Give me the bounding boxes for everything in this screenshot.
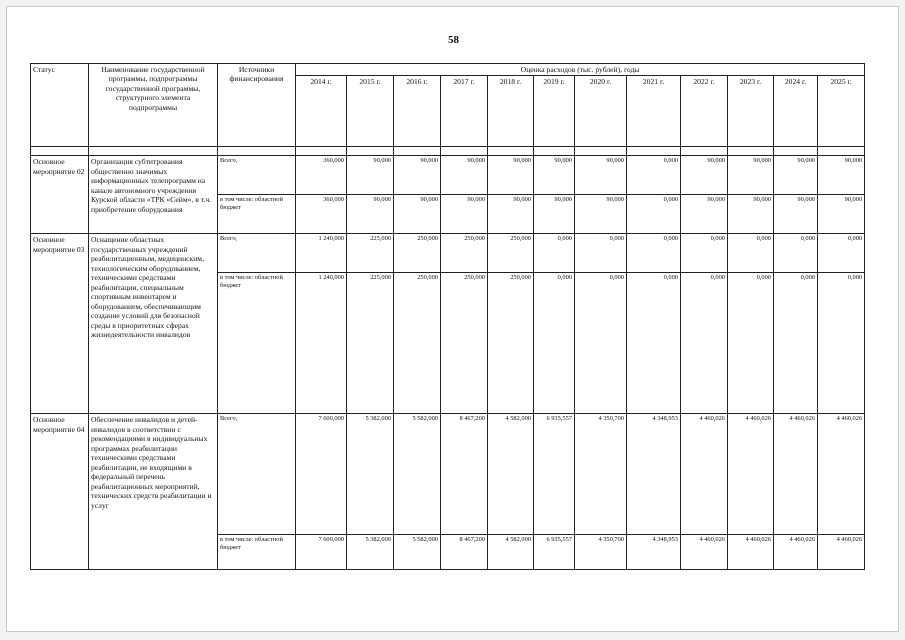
value-cell: 90,000 — [728, 195, 774, 234]
year-header: 2022 г. — [681, 76, 728, 147]
value-cell: 4 460,026 — [818, 535, 865, 570]
value-cell: 4 348,953 — [627, 414, 681, 535]
status-cell: Основное мероприятие 03 — [31, 234, 89, 414]
table-row — [31, 414, 865, 535]
value-cell: 250,000 — [488, 273, 534, 414]
source-sub-label: в том числе: областной бюджет — [218, 273, 296, 414]
value-cell: 90,000 — [488, 195, 534, 234]
value-cell: 0,000 — [818, 234, 865, 273]
value-cell: 0,000 — [681, 234, 728, 273]
value-cell: 90,000 — [441, 156, 488, 195]
value-cell: 4 460,026 — [681, 414, 728, 535]
name-header: Наименование государственной программы, подпрограммы государственной программы, структурного элемента подпрограммы — [89, 64, 218, 147]
year-header: 2019 г. — [534, 76, 575, 147]
value-cell: 90,000 — [575, 156, 627, 195]
value-cell: 90,000 — [681, 156, 728, 195]
value-cell: 0,000 — [627, 195, 681, 234]
estimate-header: Оценка расходов (тыс. рублей), годы — [296, 64, 865, 76]
value-cell: 4 582,000 — [488, 535, 534, 570]
budget-table — [30, 63, 865, 570]
source-sub-label: в том числе: областной бюджет — [218, 535, 296, 570]
name-cell: Организация субтитрования общественно значимых информационных телепрограмм на канале автономного учреждения Курской области «ТРК «Сейм», в т.ч. приобретение оборудования — [89, 156, 218, 234]
value-cell: 6 935,557 — [534, 414, 575, 535]
value-cell: 0,000 — [575, 234, 627, 273]
name-cell: Оснащение областных государственных учреждений реабилитационным, медицинским, технологическим оборудованием, техническими средствами реабилитации, специальным спортивным инвентарем и оборудованием, обеспечивающим создание условий для безопасной среды в приоритетных сферах жизнедеятельности инвалидов — [89, 234, 218, 414]
year-header: 2016 г. — [394, 76, 441, 147]
status-header: Статус — [31, 64, 89, 147]
value-cell: 250,000 — [441, 273, 488, 414]
value-cell: 90,000 — [347, 195, 394, 234]
value-cell: 4 350,700 — [575, 414, 627, 535]
value-cell: 90,000 — [575, 195, 627, 234]
spacer-row — [31, 147, 865, 156]
value-cell: 4 460,026 — [774, 535, 818, 570]
value-cell: 0,000 — [627, 234, 681, 273]
value-cell: 90,000 — [347, 156, 394, 195]
value-cell: 90,000 — [534, 156, 575, 195]
status-cell: Основное мероприятие 04 — [31, 414, 89, 570]
value-cell: 5 382,000 — [347, 535, 394, 570]
value-cell: 90,000 — [818, 156, 865, 195]
value-cell: 225,000 — [347, 234, 394, 273]
year-header: 2015 г. — [347, 76, 394, 147]
value-cell: 0,000 — [534, 273, 575, 414]
value-cell: 4 460,026 — [818, 414, 865, 535]
document-page — [6, 6, 899, 632]
value-cell: 0,000 — [774, 273, 818, 414]
value-cell: 0,000 — [575, 273, 627, 414]
value-cell: 90,000 — [818, 195, 865, 234]
value-cell: 360,000 — [296, 156, 347, 195]
value-cell: 1 240,000 — [296, 234, 347, 273]
value-cell: 7 600,000 — [296, 414, 347, 535]
source-total-label: Всего, — [218, 156, 296, 195]
value-cell: 5 582,000 — [394, 535, 441, 570]
page-number: 58 — [448, 34, 459, 46]
source-total-label: Всего, — [218, 234, 296, 273]
value-cell: 0,000 — [774, 234, 818, 273]
value-cell: 4 460,026 — [728, 535, 774, 570]
sources-header: Источники финансирования — [218, 64, 296, 147]
value-cell: 90,000 — [534, 195, 575, 234]
value-cell: 250,000 — [394, 234, 441, 273]
year-header: 2024 г. — [774, 76, 818, 147]
value-cell: 7 600,000 — [296, 535, 347, 570]
value-cell: 0,000 — [627, 273, 681, 414]
value-cell: 250,000 — [394, 273, 441, 414]
value-cell: 360,000 — [296, 195, 347, 234]
value-cell: 4 582,000 — [488, 414, 534, 535]
value-cell: 90,000 — [774, 156, 818, 195]
value-cell: 0,000 — [728, 273, 774, 414]
value-cell: 90,000 — [394, 156, 441, 195]
value-cell: 0,000 — [728, 234, 774, 273]
value-cell: 0,000 — [627, 156, 681, 195]
value-cell: 90,000 — [774, 195, 818, 234]
value-cell: 6 935,557 — [534, 535, 575, 570]
table-row — [31, 156, 865, 195]
value-cell: 90,000 — [441, 195, 488, 234]
value-cell: 4 460,026 — [774, 414, 818, 535]
year-header: 2020 г. — [575, 76, 627, 147]
value-cell: 0,000 — [818, 273, 865, 414]
value-cell: 8 467,200 — [441, 535, 488, 570]
value-cell: 250,000 — [488, 234, 534, 273]
value-cell: 1 240,000 — [296, 273, 347, 414]
source-sub-label: в том числе: областной бюджет — [218, 195, 296, 234]
value-cell: 0,000 — [681, 273, 728, 414]
year-header: 2017 г. — [441, 76, 488, 147]
value-cell: 90,000 — [394, 195, 441, 234]
value-cell: 4 348,953 — [627, 535, 681, 570]
value-cell: 90,000 — [488, 156, 534, 195]
value-cell: 0,000 — [534, 234, 575, 273]
name-cell: Обеспечение инвалидов и детей-инвалидов в соответствии с рекомендациями в индивидуальных программах реабилитации техническими средствами реабилитации, не входящими в федеральный перечень реабилитационных мероприятий, технических средств реабилитации и услуг — [89, 414, 218, 570]
year-header: 2018 г. — [488, 76, 534, 147]
year-header: 2021 г. — [627, 76, 681, 147]
year-header: 2023 г. — [728, 76, 774, 147]
value-cell: 250,000 — [441, 234, 488, 273]
value-cell: 225,000 — [347, 273, 394, 414]
year-header: 2014 г. — [296, 76, 347, 147]
table-row — [31, 234, 865, 273]
value-cell: 8 467,200 — [441, 414, 488, 535]
source-total-label: Всего, — [218, 414, 296, 535]
value-cell: 90,000 — [681, 195, 728, 234]
value-cell: 4 460,026 — [728, 414, 774, 535]
value-cell: 5 382,000 — [347, 414, 394, 535]
year-header: 2025 г. — [818, 76, 865, 147]
status-cell: Основное мероприятие 02 — [31, 156, 89, 234]
value-cell: 4 350,700 — [575, 535, 627, 570]
value-cell: 90,000 — [728, 156, 774, 195]
value-cell: 4 460,026 — [681, 535, 728, 570]
value-cell: 5 582,000 — [394, 414, 441, 535]
header-row — [31, 64, 865, 76]
